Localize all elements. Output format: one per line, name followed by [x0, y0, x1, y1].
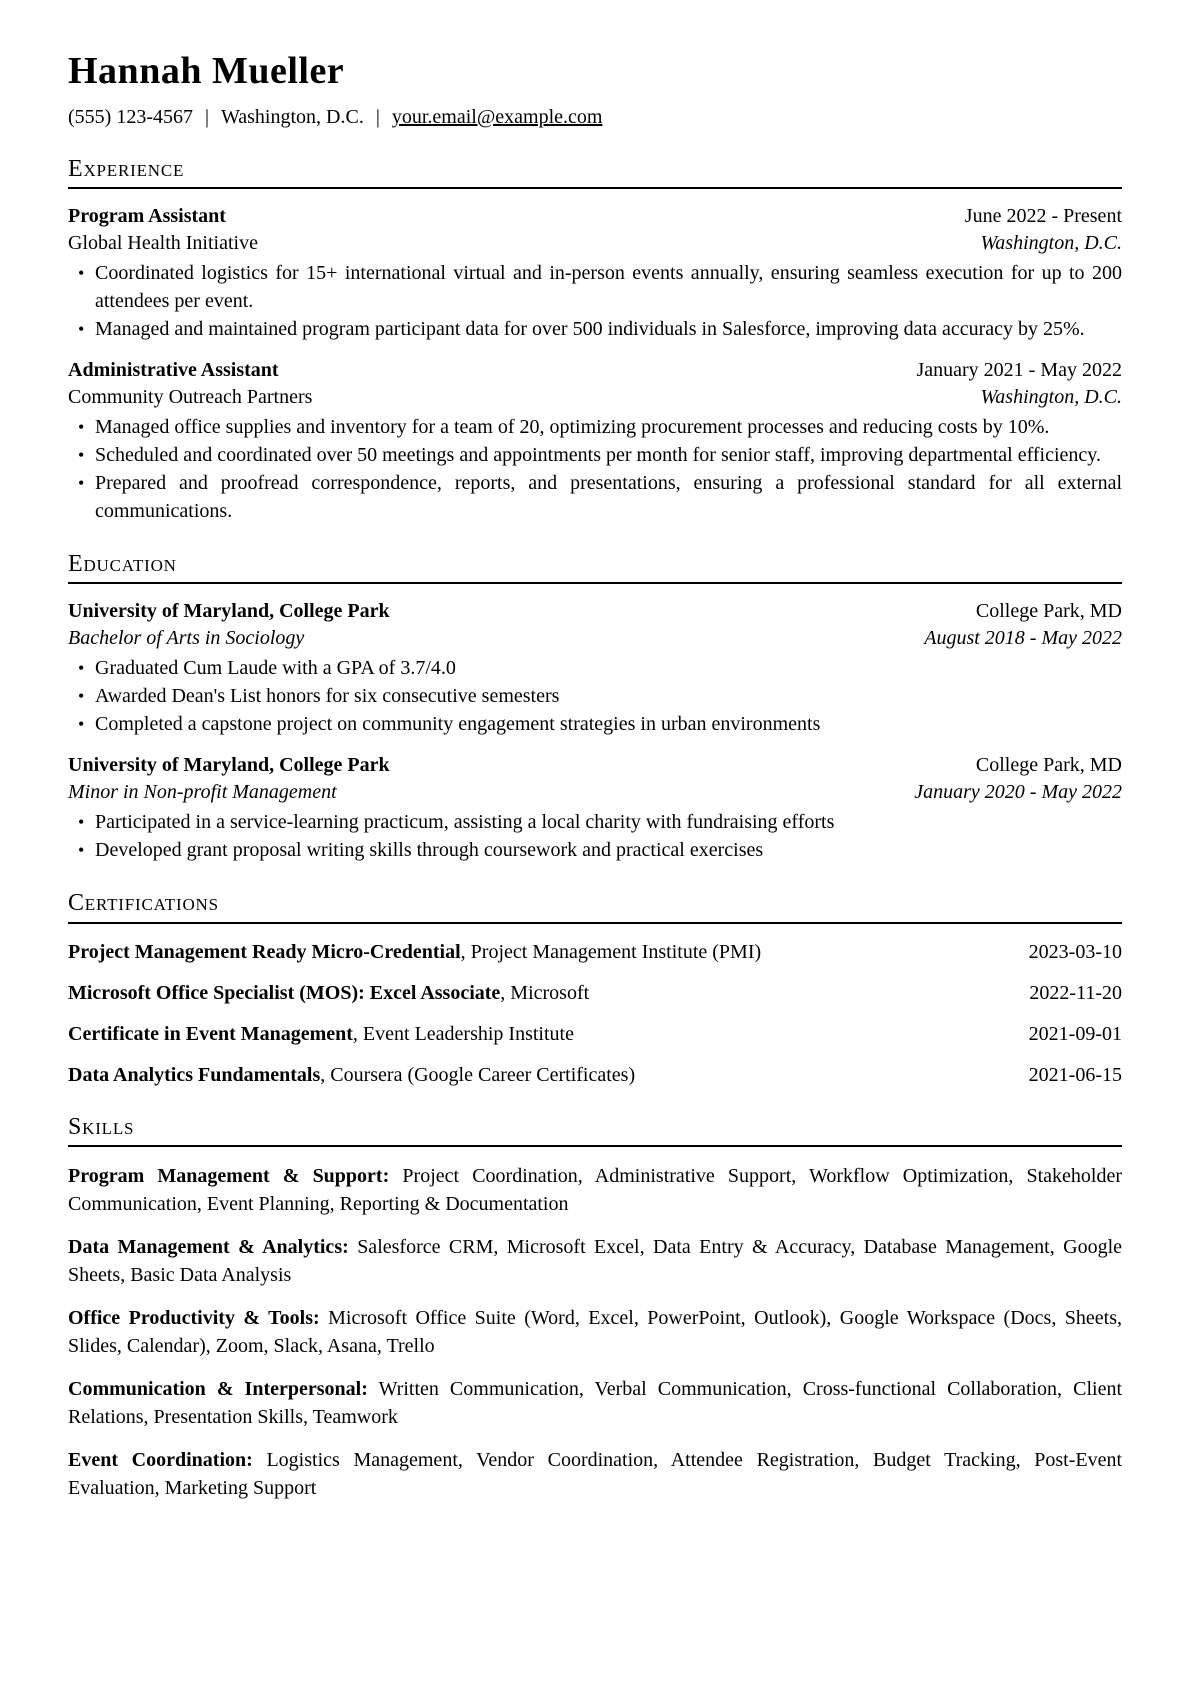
certification-name: Project Management Ready Micro-Credential — [68, 940, 461, 963]
skill-items: Written Communication, Verbal Communication, Cross-functional Collaboration, Client Relations, Presentation Skills, Teamwork — [68, 1378, 1122, 1429]
certification-name: Microsoft Office Specialist (MOS): Excel Associate — [68, 981, 501, 1004]
entry-subheader-row — [68, 384, 1122, 411]
skill-items: Microsoft Office Suite (Word, Excel, PowerPoint, Outlook), Google Workspace (Docs, Sheets, Slides, Calendar), Zoom, Slack, Asana, Trello — [68, 1307, 1123, 1358]
entry-subheader-row — [68, 230, 1122, 257]
entry-subheader-row — [68, 625, 1122, 652]
job-bullet-list — [68, 413, 1122, 525]
section-title-education: Education — [68, 551, 1122, 584]
institution-name: University of Maryland, College Park — [68, 754, 390, 777]
entry-subheader-row — [68, 779, 1122, 806]
skill-category: Program Management & Support: — [68, 1165, 390, 1188]
skill-group — [68, 1233, 1122, 1289]
skill-group — [68, 1375, 1122, 1431]
skill-category: Event Coordination: — [68, 1449, 253, 1472]
certification-date: 2021-06-15 — [1028, 1063, 1122, 1086]
skill-category: Data Management & Analytics: — [68, 1236, 349, 1259]
bullet-item: • Graduated Cum Laude with a GPA of 3.7/4.0 — [95, 654, 1122, 682]
institution-name: University of Maryland, College Park — [68, 600, 390, 623]
skill-category: Office Productivity & Tools: — [68, 1307, 320, 1330]
contact-phone: (555) 123-4567 — [68, 105, 193, 128]
skill-group — [68, 1446, 1122, 1502]
education-dates: January 2020 - May 2022 — [914, 781, 1122, 804]
bullet-item: • Prepared and proofread correspondence, reports, and presentations, ensuring a professional standard for all external communications. — [95, 469, 1122, 525]
bullet-item: • Developed grant proposal writing skills through coursework and practical exercises — [95, 836, 1122, 864]
bullet-item: • Coordinated logistics for 15+ international virtual and in-person events annually, ensuring seamless execution for up to 200 attendees per event. — [95, 259, 1122, 315]
entry-header-row — [68, 357, 1122, 384]
education-entry — [68, 598, 1122, 738]
certification-date: 2021-09-01 — [1028, 1022, 1122, 1045]
email-link[interactable]: your.email@example.com — [391, 105, 603, 128]
contact-separator: | — [204, 105, 209, 128]
job-organization: Global Health Initiative — [68, 232, 258, 255]
job-organization: Community Outreach Partners — [68, 386, 313, 409]
bullet-item: • Scheduled and coordinated over 50 meetings and appointments per month for senior staff, improving departmental efficiency. — [95, 441, 1122, 469]
education-dates: August 2018 - May 2022 — [924, 627, 1122, 650]
person-name: Hannah Mueller — [68, 50, 345, 92]
job-location: Washington, D.C. — [980, 386, 1122, 409]
skill-group — [68, 1162, 1122, 1218]
contact-location: Washington, D.C. — [221, 105, 364, 128]
certification-text — [68, 939, 761, 965]
bullet-item: • Participated in a service-learning practicum, assisting a local charity with fundraising efforts — [95, 808, 1122, 836]
certification-name: Certificate in Event Management — [68, 1022, 353, 1045]
certification-row — [68, 1021, 1122, 1047]
certification-issuer: , Event Leadership Institute — [352, 1022, 574, 1045]
job-bullet-list — [68, 259, 1122, 343]
entry-header-row — [68, 203, 1122, 230]
certification-row — [68, 1062, 1122, 1088]
skill-category: Communication & Interpersonal: — [68, 1378, 368, 1401]
education-entry — [68, 752, 1122, 864]
contact-separator: | — [375, 105, 380, 128]
education-bullet-list — [68, 808, 1122, 864]
bullet-item: • Completed a capstone project on community engagement strategies in urban environments — [95, 710, 1122, 738]
job-title: Program Assistant — [68, 205, 226, 228]
certification-issuer: , Coursera (Google Career Certificates) — [320, 1063, 636, 1086]
experience-entry — [68, 203, 1122, 343]
certification-issuer: , Project Management Institute (PMI) — [460, 940, 762, 963]
entry-header-row — [68, 598, 1122, 625]
certification-text — [68, 1062, 635, 1088]
institution-location: College Park, MD — [975, 600, 1122, 623]
job-location: Washington, D.C. — [980, 232, 1122, 255]
section-title-skills: Skills — [68, 1114, 1122, 1147]
bullet-item: • Managed and maintained program participant data for over 500 individuals in Salesforce, improving data accuracy by 25%. — [95, 315, 1122, 343]
certification-text — [68, 1021, 574, 1047]
section-title-experience: Experience — [68, 156, 1122, 189]
contact-line — [68, 104, 1122, 130]
skill-items: Salesforce CRM, Microsoft Excel, Data Entry & Accuracy, Database Management, Google Sheets, Basic Data Analysis — [68, 1236, 1123, 1287]
certification-date: 2023-03-10 — [1028, 940, 1122, 963]
bullet-item: • Awarded Dean's List honors for six consecutive semesters — [95, 682, 1122, 710]
certification-text — [68, 980, 589, 1006]
job-dates: June 2022 - Present — [964, 205, 1122, 228]
experience-entry — [68, 357, 1122, 525]
skill-items: Project Coordination, Administrative Support, Workflow Optimization, Stakeholder Communication, Event Planning, Reporting & Documentation — [68, 1165, 1123, 1216]
section-title-certifications: Certifications — [68, 890, 1122, 923]
institution-location: College Park, MD — [975, 754, 1122, 777]
certification-name: Data Analytics Fundamentals — [68, 1063, 321, 1086]
skill-items: Logistics Management, Vendor Coordination, Attendee Registration, Budget Tracking, Post-Event Evaluation, Marketing Support — [68, 1449, 1123, 1500]
entry-header-row — [68, 752, 1122, 779]
degree-name: Minor in Non-profit Management — [68, 781, 337, 804]
job-dates: January 2021 - May 2022 — [916, 359, 1122, 382]
certification-row — [68, 980, 1122, 1006]
certification-issuer: , Microsoft — [500, 981, 590, 1004]
job-title: Administrative Assistant — [68, 359, 279, 382]
certification-date: 2022-11-20 — [1029, 981, 1122, 1004]
degree-name: Bachelor of Arts in Sociology — [68, 627, 305, 650]
education-bullet-list — [68, 654, 1122, 738]
bullet-item: • Managed office supplies and inventory for a team of 20, optimizing procurement processes and reducing costs by 10%. — [95, 413, 1122, 441]
skill-group — [68, 1304, 1122, 1360]
certification-row — [68, 939, 1122, 965]
